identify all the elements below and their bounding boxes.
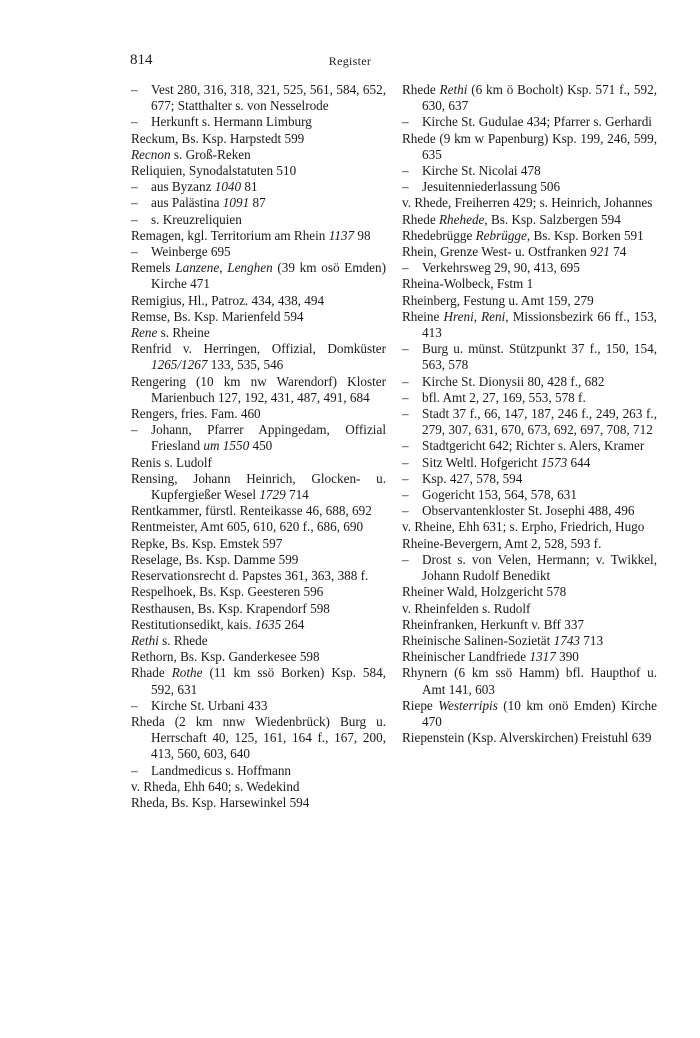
index-text: Remigius, Hl., Patroz. 434, 438, 494 — [131, 292, 325, 308]
index-text: Rentmeister, Amt 605, 610, 620 f., 686, 690 — [131, 519, 364, 535]
index-italic-text: Rebrügge — [475, 227, 527, 243]
index-text: 81 — [241, 179, 258, 195]
subentry-dash: – — [402, 470, 409, 486]
index-text: Rensing, Johann Heinrich, Glocken- u. Kupfergießer Wesel — [131, 470, 386, 503]
index-entry — [402, 244, 657, 260]
index-entry — [402, 601, 657, 617]
index-subentry — [131, 82, 386, 114]
index-text: Rheine — [402, 308, 444, 324]
index-entry — [402, 195, 657, 211]
index-text: Renis s. Ludolf — [131, 454, 212, 470]
index-italic-text: Rene — [131, 325, 158, 341]
index-text: Vest 280, 316, 318, 321, 525, 561, 584, 652, 677; Statthalter s. von Nesselrode — [151, 82, 386, 114]
subentry-dash: – — [402, 114, 409, 130]
index-entry — [131, 601, 386, 617]
index-entry — [402, 536, 657, 552]
subentry-dash: – — [131, 762, 138, 778]
index-text: Rheinischer Landfriede — [402, 649, 530, 665]
index-text: 390 — [555, 649, 579, 665]
index-text: 644 — [567, 454, 591, 470]
index-text: Repke, Bs. Ksp. Emstek 597 — [131, 535, 283, 551]
index-subentry — [402, 503, 657, 519]
index-text: Reservationsrecht d. Papstes 361, 363, 388 f. — [131, 568, 369, 584]
index-entry — [402, 698, 657, 730]
subentry-dash: – — [131, 697, 138, 713]
index-entry — [402, 584, 657, 600]
index-italic-text: 1635 — [254, 616, 282, 632]
index-entry — [402, 293, 657, 309]
index-text: , Bs. Ksp. Borken 591 — [526, 227, 644, 243]
index-text: s. Kreuzreliquien — [151, 211, 242, 227]
index-text: Rhynern (6 km ssö Hamm) bfl. Haupthof u. Amt 141, 603 — [402, 665, 657, 697]
index-text: Respelhoek, Bs. Ksp. Geesteren 596 — [131, 584, 324, 600]
index-text: Remels — [131, 260, 176, 276]
index-subentry — [402, 341, 657, 373]
index-italic-text: Recnon — [131, 146, 171, 162]
index-italic-text: 1729 — [259, 487, 286, 503]
index-text: s. Rheine — [157, 325, 210, 341]
index-entry — [402, 212, 657, 228]
index-italic-text: 1743 — [553, 632, 580, 648]
subentry-dash: – — [131, 422, 138, 438]
index-text: Rhade — [131, 665, 172, 681]
index-entry — [402, 665, 657, 697]
index-entry — [131, 568, 386, 584]
index-italic-text: 1317 — [529, 649, 556, 665]
index-entry — [131, 779, 386, 795]
index-subentry — [402, 471, 657, 487]
index-entry — [131, 633, 386, 649]
index-entry — [131, 519, 386, 535]
index-italic-text: Rethi — [439, 82, 468, 97]
index-entry — [131, 374, 386, 406]
index-italic-text: 1091 — [222, 195, 250, 211]
index-text: 264 — [281, 616, 305, 632]
index-text: s. Rhede — [158, 632, 208, 648]
subentry-dash: – — [402, 179, 409, 195]
subentry-dash: – — [131, 195, 138, 211]
index-text: (39 km osö Emden) Kirche 471 — [151, 260, 387, 292]
index-entry — [131, 147, 386, 163]
index-text: 714 — [285, 487, 309, 503]
index-entry — [131, 536, 386, 552]
index-entry — [131, 163, 386, 179]
index-text: 450 — [249, 438, 273, 454]
index-subentry — [402, 390, 657, 406]
index-italic-text: Westerripis — [438, 697, 498, 713]
index-text: Rengers, fries. Fam. 460 — [131, 406, 261, 422]
index-italic-text: 1265/1267 — [151, 357, 208, 373]
subentry-dash: – — [402, 163, 409, 179]
index-text: (6 km ö Bocholt) Ksp. 571 f., 592, 630, 637 — [422, 82, 657, 114]
index-subentry — [131, 422, 386, 454]
index-text: Restitutionsedikt, kais. — [131, 616, 255, 632]
index-entry — [131, 471, 386, 503]
index-entry — [402, 649, 657, 665]
index-italic-text: Rothe — [171, 665, 203, 681]
index-text: 98 — [354, 227, 371, 243]
subentry-dash: – — [402, 406, 409, 422]
index-entry — [402, 309, 657, 341]
index-text: Stadt 37 f., 66, 147, 187, 246 f., 249, 263 f., 279, 307, 631, 670, 673, 692, 697, 708, 712 — [422, 406, 657, 438]
index-text: Rhein, Grenze West- u. Ostfranken — [402, 244, 591, 260]
index-italic-text: um 1550 — [203, 438, 250, 454]
index-subentry — [402, 163, 657, 179]
subentry-dash: – — [402, 551, 409, 567]
index-text: Kirche St. Dionysii 80, 428 f., 682 — [422, 373, 605, 389]
index-subentry — [402, 406, 657, 438]
index-text: Jesuitenniederlassung 506 — [422, 179, 561, 195]
index-text: (11 km ssö Borken) Ksp. 584, 592, 631 — [151, 665, 386, 697]
index-subentry — [402, 455, 657, 471]
index-text: Renfrid v. Herringen, Offizial, Domküster — [131, 341, 386, 357]
index-text: Remagen, kgl. Territorium am Rhein — [131, 227, 329, 243]
index-italic-text: 1040 — [214, 179, 242, 195]
index-text: bfl. Amt 2, 27, 169, 553, 578 f. — [422, 389, 586, 405]
index-subentry — [402, 552, 657, 584]
index-text: Verkehrsweg 29, 90, 413, 695 — [422, 260, 580, 276]
index-text: 74 — [609, 244, 627, 260]
index-entry — [402, 730, 657, 746]
index-text: Rheinfranken, Herkunft v. Bff 337 — [402, 616, 585, 632]
index-subentry — [131, 698, 386, 714]
subentry-dash: – — [402, 341, 409, 357]
index-text: Riepenstein (Ksp. Alverskirchen) Freistuhl 639 — [402, 730, 652, 746]
index-entry — [131, 552, 386, 568]
index-text: v. Rheda, Ehh 640; s. Wedekind — [131, 778, 300, 794]
subentry-dash: – — [402, 260, 409, 276]
running-head: Register — [328, 54, 372, 68]
index-entry — [131, 665, 386, 697]
index-text: Rentkammer, fürstl. Renteikasse 46, 688, 692 — [131, 503, 372, 519]
index-subentry — [402, 438, 657, 454]
index-text: Rhede — [402, 211, 439, 227]
index-subentry — [402, 260, 657, 276]
index-entry — [131, 617, 386, 633]
index-entry — [402, 633, 657, 649]
index-text: Kirche St. Gudulae 434; Pfarrer s. Gerhardi — [422, 114, 652, 130]
index-column-right — [402, 82, 657, 746]
index-entry — [131, 293, 386, 309]
index-text: Weinberge 695 — [151, 244, 231, 260]
index-text: Rhede (9 km w Papenburg) Ksp. 199, 246, 599, 635 — [402, 130, 657, 162]
index-text: Observantenkloster St. Josephi 488, 496 — [422, 503, 635, 519]
index-entry — [131, 584, 386, 600]
subentry-dash: – — [131, 179, 138, 195]
index-text: Ksp. 427, 578, 594 — [422, 470, 523, 486]
index-italic-text: Lanzene, Lenghen — [175, 260, 273, 276]
index-entry — [402, 228, 657, 244]
index-text: Rengering (10 km nw Warendorf) Kloster Marienbuch 127, 192, 431, 487, 491, 684 — [131, 373, 386, 405]
index-text: Kirche St. Nicolai 478 — [422, 163, 541, 179]
index-entry — [131, 131, 386, 147]
index-subentry — [131, 114, 386, 130]
index-entry — [131, 503, 386, 519]
index-text: Johann, Pfarrer Appingedam, Offizial Friesland — [151, 422, 386, 454]
index-subentry — [131, 212, 386, 228]
index-text: Rheda (2 km nnw Wiedenbrück) Burg u. Herrschaft 40, 125, 161, 164 f., 167, 200, 413, 560, 603, 640 — [131, 713, 386, 762]
index-text: v. Rheinfelden s. Rudolf — [402, 600, 531, 616]
subentry-dash: – — [131, 114, 138, 130]
index-text: Rheda, Bs. Ksp. Harsewinkel 594 — [131, 794, 310, 810]
index-italic-text: 1573 — [540, 454, 568, 470]
index-text: Rheine-Bevergern, Amt 2, 528, 593 f. — [402, 535, 602, 551]
index-subentry — [131, 763, 386, 779]
index-text: v. Rhede, Freiherren 429; s. Heinrich, Johannes — [402, 195, 653, 211]
index-text: Gogericht 153, 564, 578, 631 — [422, 487, 577, 503]
index-text: Rhede — [402, 82, 440, 97]
index-column-left — [131, 82, 386, 811]
index-entry — [402, 519, 657, 535]
subentry-dash: – — [402, 373, 409, 389]
index-entry — [131, 341, 386, 373]
index-entry — [402, 82, 657, 114]
index-text: Stadtgericht 642; Richter s. Alers, Kramer — [422, 438, 645, 454]
index-text: 713 — [580, 632, 604, 648]
index-entry — [131, 228, 386, 244]
index-text: v. Rheine, Ehh 631; s. Erpho, Friedrich, Hugo — [402, 519, 645, 535]
index-text: Rheinberg, Festung u. Amt 159, 279 — [402, 292, 594, 308]
index-subentry — [131, 244, 386, 260]
index-italic-text: Hreni, Reni — [443, 308, 506, 324]
subentry-dash: – — [131, 244, 138, 260]
index-text: aus Byzanz — [151, 179, 215, 195]
index-text: s. Groß-Reken — [170, 146, 251, 162]
index-text: Resthausen, Bs. Ksp. Krapendorf 598 — [131, 600, 330, 616]
index-entry — [131, 406, 386, 422]
index-subentry — [402, 487, 657, 503]
index-text: (10 km onö Emden) Kirche 470 — [422, 697, 657, 729]
index-entry — [402, 276, 657, 292]
index-text: Sitz Weltl. Hofgericht — [422, 454, 541, 470]
index-text: Rethorn, Bs. Ksp. Ganderkesee 598 — [131, 649, 320, 665]
index-text: Landmedicus s. Hoffmann — [151, 762, 292, 778]
index-text: 87 — [249, 195, 266, 211]
index-text: Reliquien, Synodalstatuten 510 — [131, 163, 297, 179]
index-entry — [131, 325, 386, 341]
subentry-dash: – — [131, 82, 138, 97]
index-entry — [131, 455, 386, 471]
index-text: Rheina-Wolbeck, Fstm 1 — [402, 276, 534, 292]
index-entry — [402, 131, 657, 163]
index-text: Kirche St. Urbani 433 — [151, 697, 268, 713]
index-entry — [402, 617, 657, 633]
index-subentry — [131, 179, 386, 195]
index-text: Rheiner Wald, Holzgericht 578 — [402, 584, 567, 600]
page-number: 814 — [130, 52, 153, 68]
index-entry — [131, 309, 386, 325]
index-text: , Missionsbezirk 66 ff., 153, 413 — [422, 308, 657, 341]
index-text: Reselage, Bs. Ksp. Damme 599 — [131, 551, 299, 567]
index-subentry — [402, 374, 657, 390]
subentry-dash: – — [402, 454, 409, 470]
index-text: Riepe — [402, 697, 439, 713]
index-italic-text: Rethi — [131, 632, 159, 648]
index-entry — [131, 714, 386, 763]
index-entry — [131, 795, 386, 811]
index-text: Herkunft s. Hermann Limburg — [151, 114, 312, 130]
index-text: Drost s. von Velen, Hermann; v. Twikkel, Johann Rudolf Benedikt — [422, 551, 657, 584]
subentry-dash: – — [402, 438, 409, 454]
index-text: Reckum, Bs. Ksp. Harpstedt 599 — [131, 130, 305, 146]
index-subentry — [402, 114, 657, 130]
index-text: 133, 535, 546 — [207, 357, 284, 373]
index-text: Burg u. münst. Stützpunkt 37 f., 150, 154, 563, 578 — [422, 341, 657, 373]
index-italic-text: Rhehede — [439, 211, 485, 227]
index-italic-text: 921 — [590, 244, 610, 260]
index-text: , Bs. Ksp. Salzbergen 594 — [484, 211, 621, 227]
index-text: Remse, Bs. Ksp. Marienfeld 594 — [131, 308, 304, 324]
index-entry — [131, 260, 386, 292]
index-subentry — [402, 179, 657, 195]
index-italic-text: 1137 — [328, 227, 355, 243]
subentry-dash: – — [402, 487, 409, 503]
subentry-dash: – — [131, 211, 138, 227]
index-subentry — [131, 195, 386, 211]
index-entry — [131, 649, 386, 665]
subentry-dash: – — [402, 503, 409, 519]
index-text: Rhedebrügge — [402, 227, 476, 243]
subentry-dash: – — [402, 389, 409, 405]
index-text: aus Palästina — [151, 195, 223, 211]
index-text: Rheinische Salinen-Sozietät — [402, 632, 554, 648]
